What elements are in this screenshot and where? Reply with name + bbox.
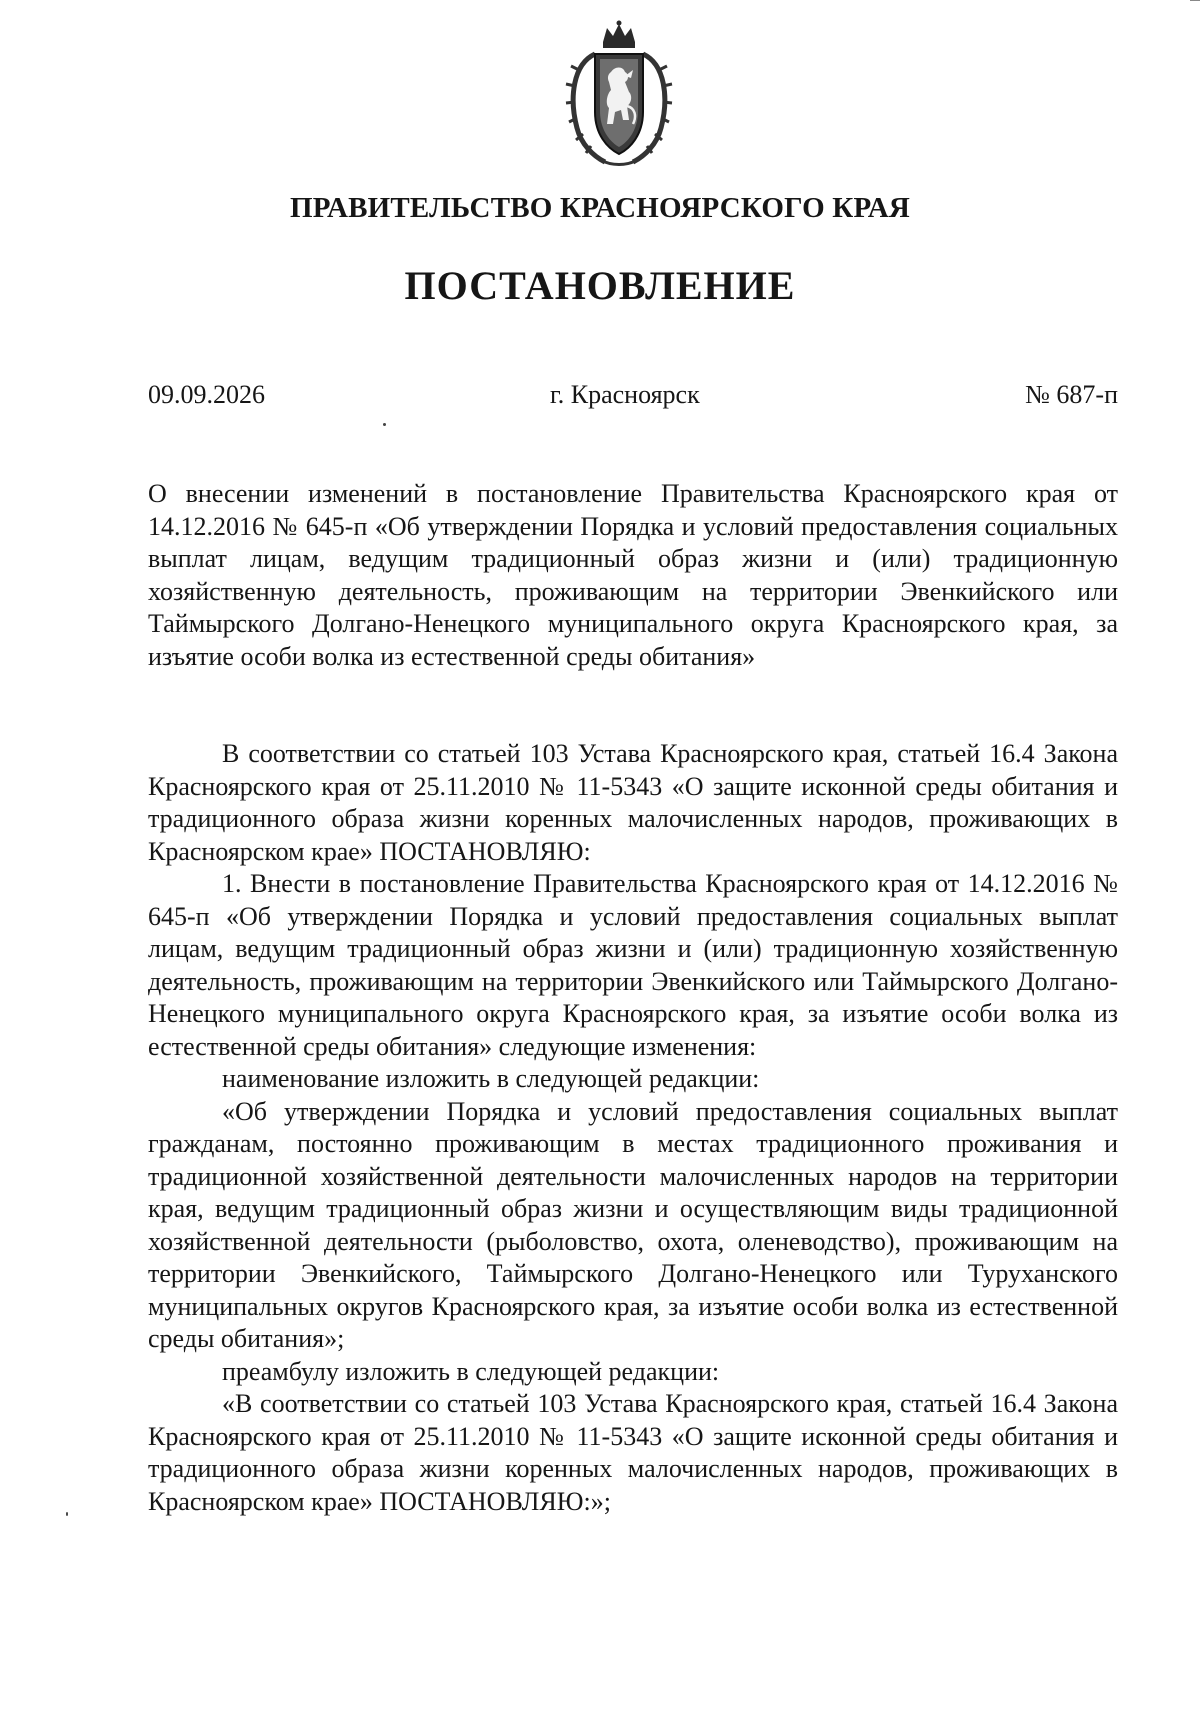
scan-speck xyxy=(383,423,386,426)
scan-speck xyxy=(66,1512,68,1516)
document-body xyxy=(148,738,1118,1518)
scan-corner-mark xyxy=(1190,0,1200,7)
document-type-title: ПОСТАНОВЛЕНИЕ xyxy=(404,263,796,308)
body-paragraph: «В соответствии со статьей 103 Устава Красноярского края, статьей 16.4 Закона Красноярского края от 25.11.2010 № 11-5343 «О защите исконной среды обитания и традиционного образа жизни коренных малочисленных народов, проживающих в Красноярском крае» ПОСТАНОВЛЯЮ:»; xyxy=(148,1389,1118,1516)
government-title: ПРАВИТЕЛЬСТВО КРАСНОЯРСКОГО КРАЯ xyxy=(289,192,911,224)
document-subject xyxy=(148,478,1118,673)
coat-of-arms-emblem xyxy=(565,20,673,170)
body-paragraph: преамбулу изложить в следующей редакции: xyxy=(222,1356,720,1386)
document-city: г. Красноярск xyxy=(550,380,700,409)
subject-text: О внесении изменений в постановление Правительства Красноярского края от 14.12.2016 № 645-п «Об утверждении Порядка и условий предоставления социальных выплат лицам, ведущим традиционный образ жизни и (или) традиционную хозяйственную деятельность, проживающим на территории Эвенкийского или Таймырского Долгано-Ненецкого муниципального округа Красноярского края, за изъятие особи волка из естественной среды обитания» xyxy=(148,479,1118,671)
document-meta-row xyxy=(148,380,1118,416)
body-paragraph: В соответствии со статьей 103 Устава Красноярского края, статьей 16.4 Закона Красноярского края от 25.11.2010 № 11-5343 «О защите исконной среды обитания и традиционного образа жизни коренных малочисленных народов, проживающих в Красноярском крае» ПОСТАНОВЛЯЮ: xyxy=(148,739,1118,866)
document-date: 09.09.2026 xyxy=(148,380,265,409)
body-paragraph: 1. Внести в постановление Правительства Красноярского края от 14.12.2016 № 645-п «Об утверждении Порядка и условий предоставления социальных выплат лицам, ведущим традиционный образ жизни и (или) традиционную хозяйственную деятельность, проживающим на территории Эвенкийского или Таймырского Долгано-Ненецкого муниципального округа Красноярского края, за изъятие особи волка из естественной среды обитания» следующие изменения: xyxy=(148,869,1118,1061)
body-paragraph: «Об утверждении Порядка и условий предоставления социальных выплат гражданам, постоянно проживающим в местах традиционного проживания и традиционной хозяйственной деятельности малочисленных народов на территории края, ведущим традиционный образ жизни и осуществляющим виды традиционной хозяйственной деятельности (рыболовство, охота, оленеводство), проживающим на территории Эвенкийского, Таймырского Долгано-Ненецкого или Туруханского муниципальных округов Красноярского края, за изъятие особи волка из естественной среды обитания»; xyxy=(148,1096,1118,1353)
document-number: № 687-п xyxy=(1025,380,1118,409)
body-paragraph: наименование изложить в следующей редакции: xyxy=(222,1064,760,1093)
